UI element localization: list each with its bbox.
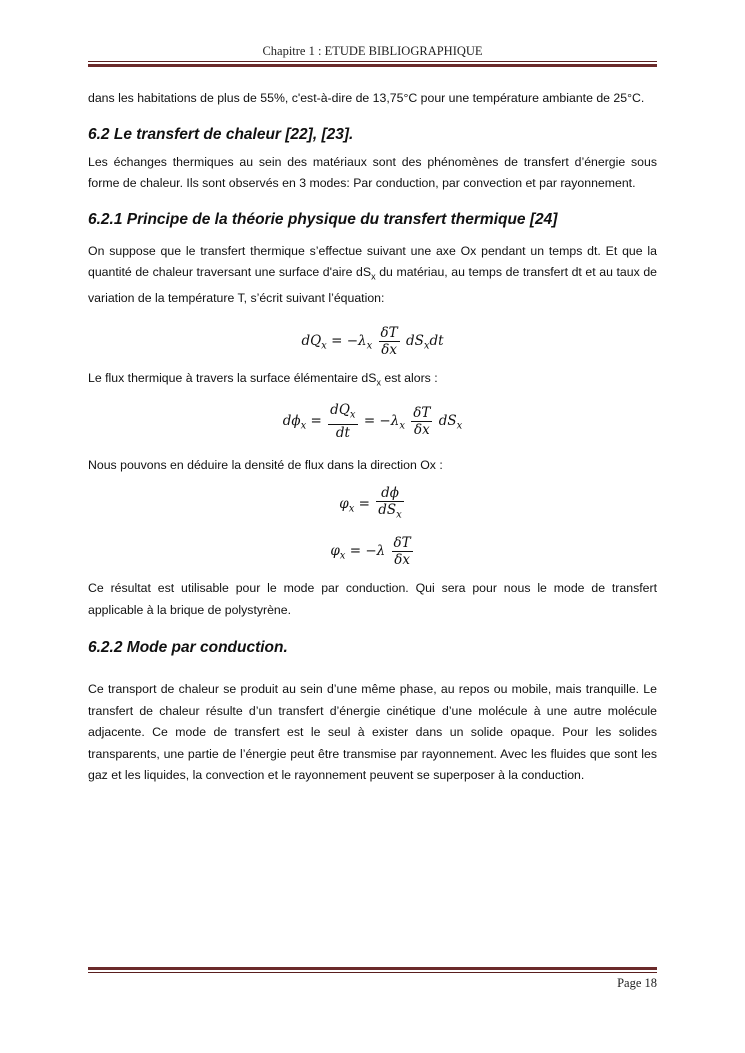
eq-numerator: δT — [380, 325, 398, 342]
eq-term: dS — [438, 413, 457, 430]
eq-sub: x — [321, 341, 327, 353]
paragraph-intro: dans les habitations de plus de 55%, c'est-à-dire de 13,75°C pour une température ambiante de 25°C. — [88, 91, 645, 105]
eq-term: = −λ — [326, 333, 367, 350]
paragraph-6-2-2: Ce transport de chaleur se produit au sein d’une même phase, au repos ou mobile, mais tranquille. Le transfert de chaleur résulte d’un transfert d’énergie cinétique d’une molécule à une autre molécule adjacente. Ce mode de transfert est le seul à exister dans un solide opaque. Pour les solides transparents, une partie de l’énergie peut être transmise par rayonnement. Avec les fluides que sont les gaz et les liquides, la convection et le rayonnement peuvent se superposer à la conduction. — [88, 682, 657, 783]
eq-fraction — [328, 402, 357, 441]
eq-numerator: dϕ — [376, 485, 404, 502]
paragraph-6-2: Les échanges thermiques au sein des matériaux sont des phénomènes de transfert d’énergie sous forme de chaleur. Ils sont observés en 3 modes: Par conduction, par convection et par rayonnement. — [88, 154, 657, 190]
eq-denominator: δx — [394, 552, 410, 569]
eq-term: dS — [378, 501, 397, 518]
eq-term: = −λ — [345, 543, 386, 560]
eq-term: φ — [339, 495, 349, 512]
eq-term: dS — [405, 333, 424, 350]
eq-sub: x — [348, 503, 355, 515]
text-span: est alors : — [380, 371, 438, 386]
paragraph-result: Ce résultat est utilisable pour le mode par conduction. Qui sera pour nous le mode de transfert applicable à la brique de polystyrène. — [88, 581, 657, 617]
eq-denominator: dt — [335, 425, 350, 442]
equation-heat-quantity — [88, 325, 657, 358]
eq-term: = — [354, 495, 375, 512]
eq-term: dϕ — [282, 413, 301, 430]
equation-flux-density-1 — [88, 485, 657, 524]
running-header: Chapitre 1 : ETUDE BIBLIOGRAPHIQUE — [262, 44, 483, 58]
eq-denominator — [376, 502, 404, 524]
header-rule-thin — [88, 61, 657, 62]
eq-sub: x — [366, 341, 373, 353]
subscript: x — [371, 271, 376, 282]
text-span: du matériau, au temps de transfert dt et au taux de variation de la température T, s’écrit suivant l’équation: — [88, 265, 658, 305]
eq-sub: x — [456, 420, 463, 432]
footer-rule-thick — [88, 967, 657, 970]
eq-fraction — [392, 535, 413, 568]
eq-sub: x — [396, 509, 402, 521]
eq-sub: x — [300, 420, 307, 432]
eq-sub: x — [349, 410, 356, 422]
eq-fraction — [379, 325, 400, 358]
eq-numerator — [328, 402, 357, 425]
page-content — [88, 88, 657, 787]
page-number: Page 18 — [617, 976, 657, 990]
text-span: Le flux thermique à travers la surface élémentaire dS — [88, 371, 377, 386]
header-rule-thick — [88, 64, 657, 67]
eq-sub: x — [339, 550, 346, 562]
paragraph-flux — [88, 368, 657, 394]
eq-sub: x — [423, 341, 430, 353]
eq-denominator: δx — [413, 422, 430, 439]
heading-6-2: 6.2 Le transfert de chaleur [22], [23]. — [88, 125, 354, 143]
eq-term: = — [306, 413, 327, 430]
equation-heat-flux — [88, 402, 657, 441]
eq-term: dQ — [330, 402, 350, 419]
equation-flux-density-2 — [88, 535, 657, 568]
paragraph-6-2-1 — [88, 241, 657, 310]
eq-term: φ — [330, 543, 340, 560]
eq-numerator: δT — [393, 535, 411, 552]
eq-numerator: δT — [413, 405, 431, 422]
text-span: On suppose que le transfert thermique s’effectue suivant une axe Ox pendant un temps dt. Et que la quantité de chaleur traversant une surface d'aire dS — [88, 243, 657, 279]
eq-sub: x — [399, 420, 405, 432]
eq-denominator: δx — [381, 342, 397, 359]
eq-term: dQ — [301, 333, 322, 350]
paragraph-density: Nous pouvons en déduire la densité de flux dans la direction Ox : — [88, 458, 443, 473]
subscript: x — [376, 377, 381, 388]
eq-term: dt — [429, 333, 444, 350]
eq-fraction — [411, 405, 432, 438]
eq-fraction — [376, 485, 404, 524]
heading-6-2-2: 6.2.2 Mode par conduction. — [88, 639, 288, 657]
footer-rule-thin — [88, 972, 657, 973]
heading-6-2-1: 6.2.1 Principe de la théorie physique du transfert thermique [24] — [88, 210, 558, 228]
eq-term: = −λ — [363, 413, 400, 430]
